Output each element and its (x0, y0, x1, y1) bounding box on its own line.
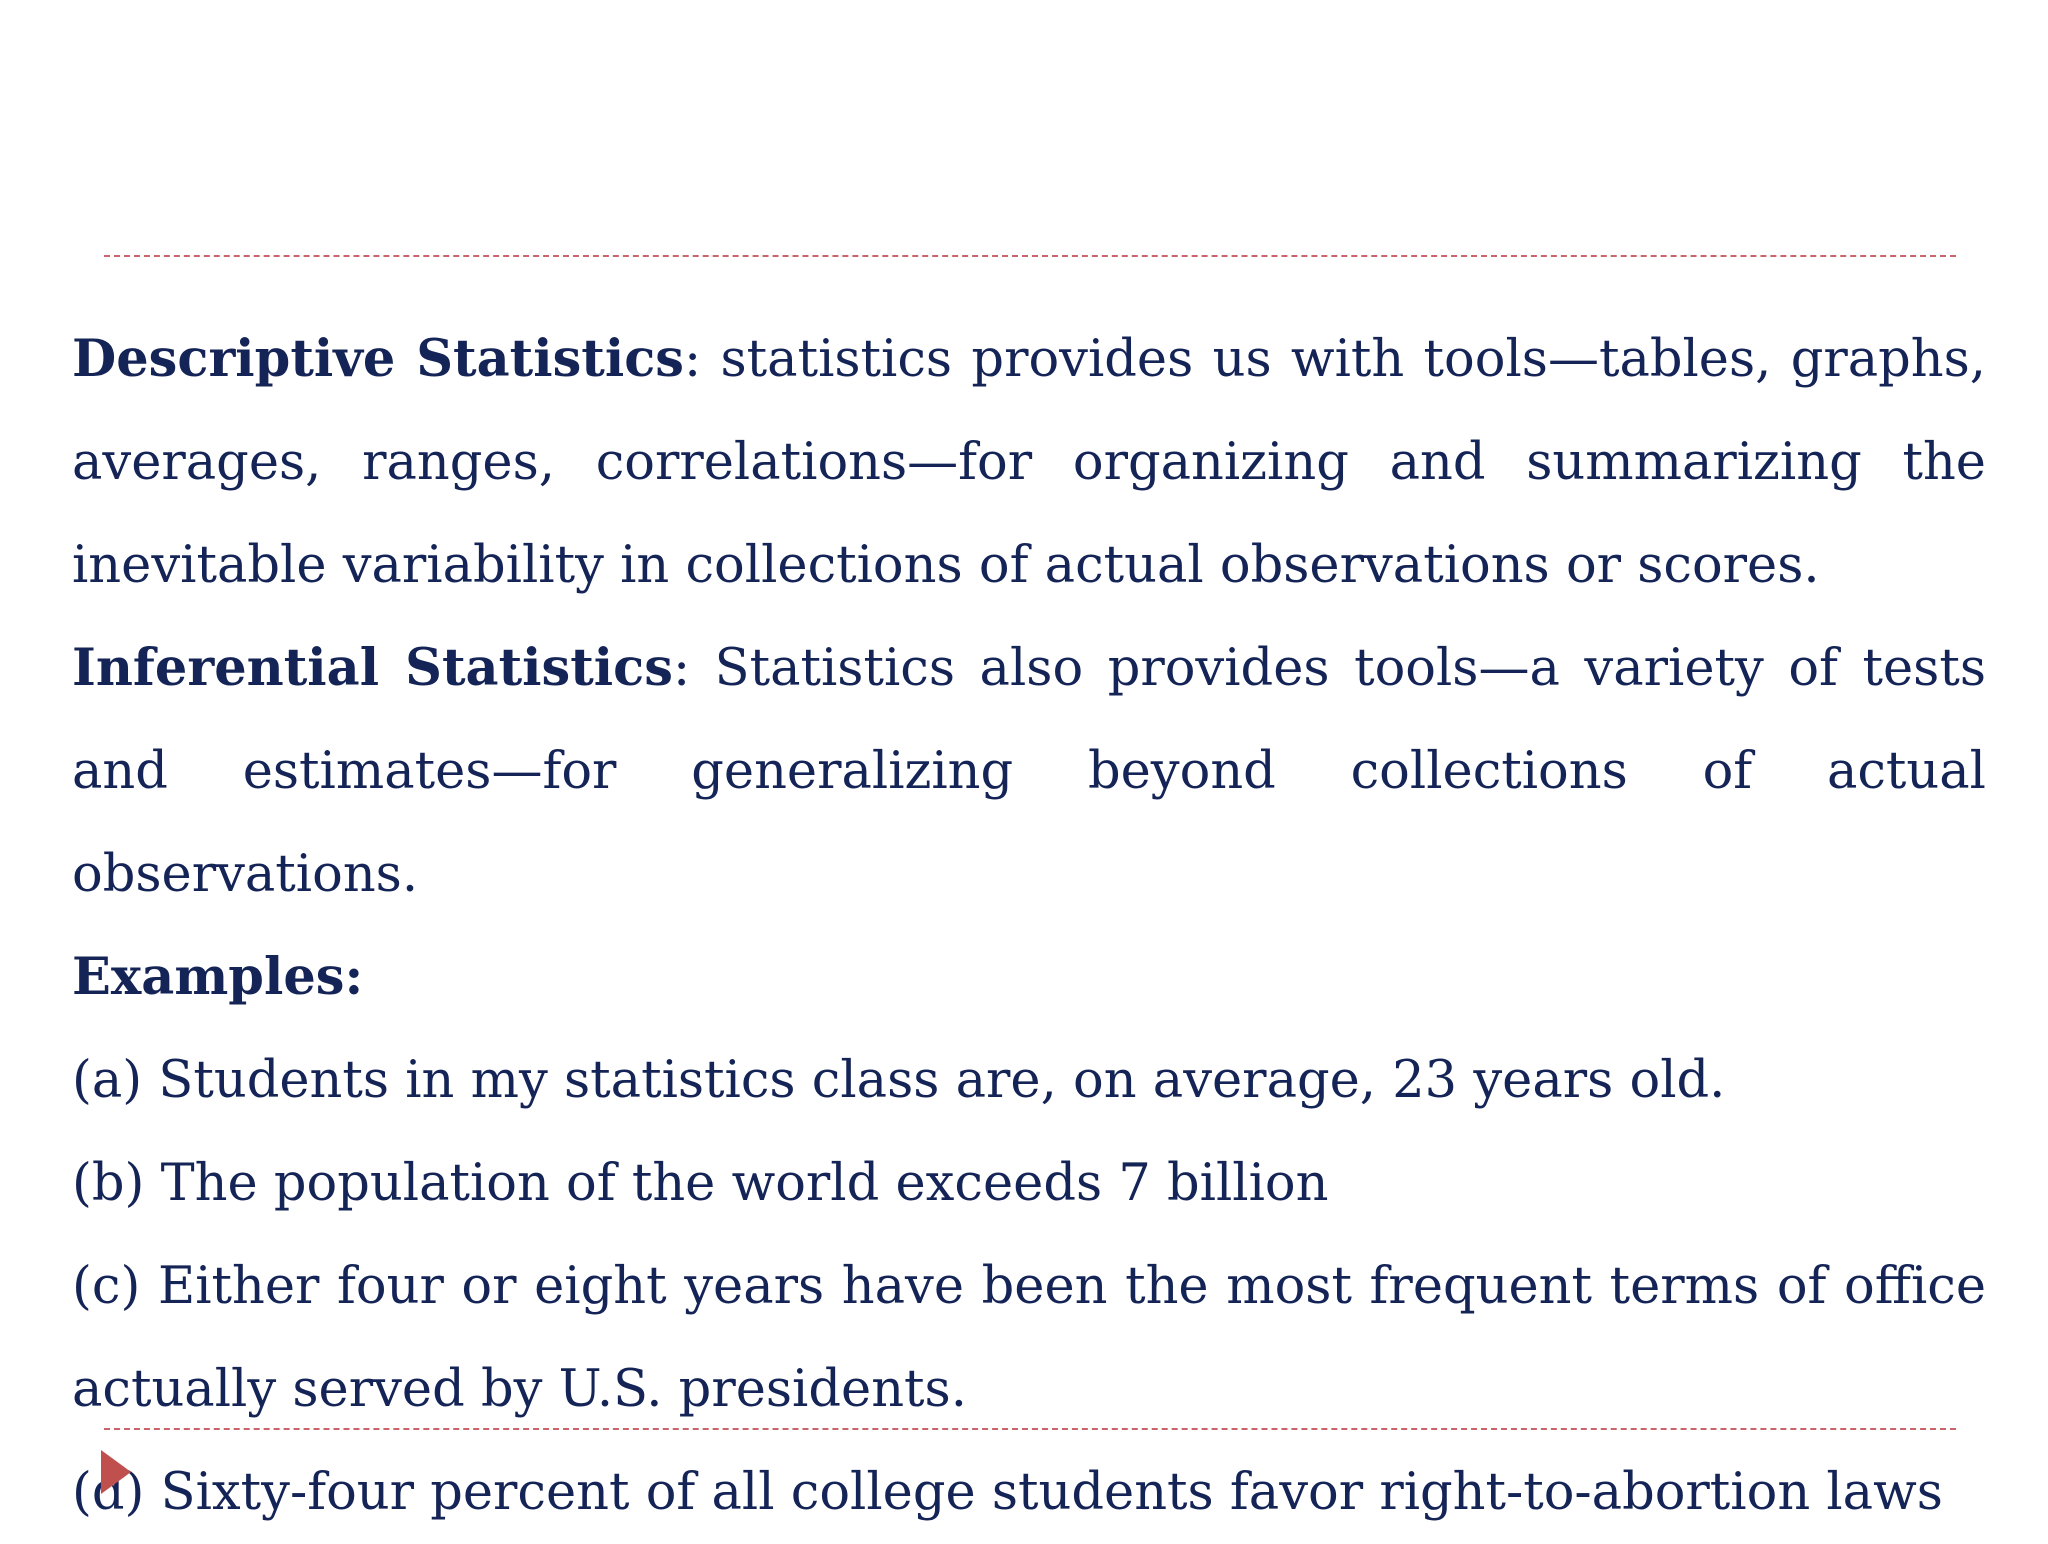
bottom-divider (104, 1428, 1956, 1430)
inferential-statistics-term: Inferential Statistics (72, 638, 673, 698)
examples-heading: Examples: (72, 947, 364, 1007)
example-d: (d) Sixty-four percent of all college students favor right-to-abortion laws (72, 1463, 1943, 1522)
example-a: (a) Students in my statistics class are, on average, 23 years old. (72, 1051, 1726, 1110)
example-c: (c) Either four or eight years have been the most frequent terms of office actually served by U.S. presidents. (72, 1257, 1986, 1419)
descriptive-statistics-term: Descriptive Statistics (72, 329, 684, 389)
example-b: (b) The population of the world exceeds 7 billion (72, 1154, 1329, 1213)
slide-content (72, 308, 1986, 1544)
inferential-statistics-definition: : Statistics also provides tools—a variety of tests and estimates—for generalizing beyond collections of actual observations. (72, 639, 1986, 904)
descriptive-statistics-paragraph (72, 308, 1986, 617)
descriptive-statistics-definition: : statistics provides us with tools—tables, graphs, averages, ranges, correlations—for organizing and summarizing the inevitable variability in collections of actual observations or scores. (72, 330, 1986, 595)
inferential-statistics-paragraph (72, 617, 1986, 926)
triangle-right-icon (101, 1450, 131, 1494)
top-divider (104, 255, 1956, 257)
